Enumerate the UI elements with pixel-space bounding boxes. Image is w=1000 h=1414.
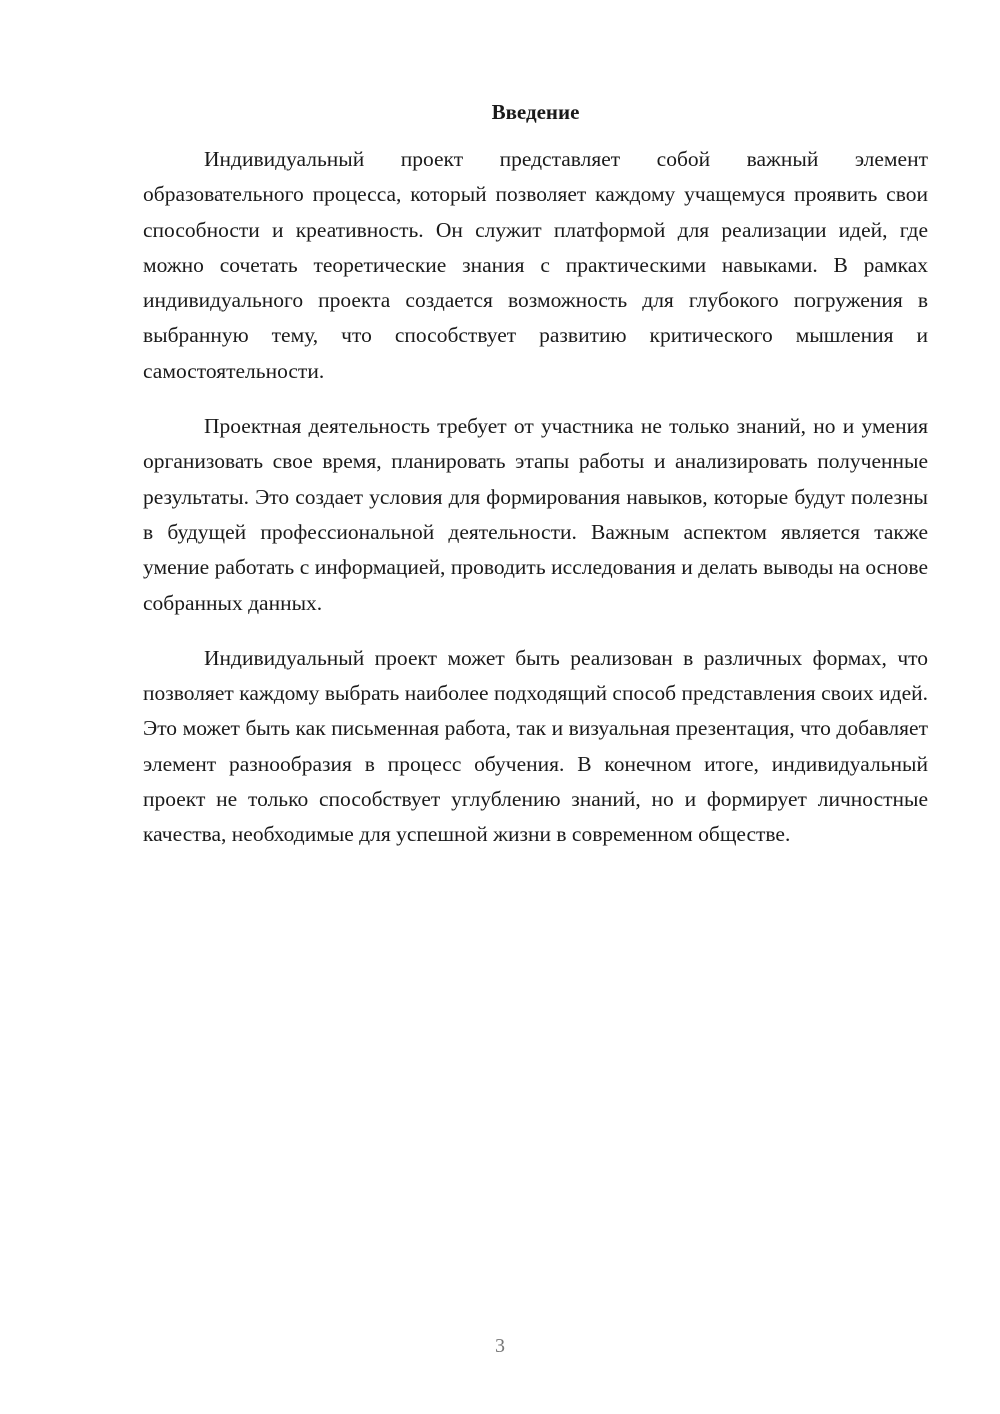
paragraph-1: Индивидуальный проект представляет собой важный элемент образовательного процесса, который позволяет каждому учащемуся проявить свои способности и креативность. Он служит платформой для реализации идей, где можно сочетать теоретические знания с практическими навыками. В рамках индивидуального проекта создается возможность для глубокого погружения в выбранную тему, что способствует развитию критического мышления и самостоятельности. — [143, 147, 928, 383]
page-title: Введение — [491, 100, 580, 124]
paragraph-2: Проектная деятельность требует от участника не только знаний, но и умения организовать свое время, планировать этапы работы и анализировать полученные результаты. Это создает условия для формирования навыков, которые будут полезны в будущей профессиональной деятельности. Важным аспектом является также умение работать с информацией, проводить исследования и делать выводы на основе собранных данных. — [143, 414, 928, 615]
body-text — [143, 142, 928, 873]
paragraph-3: Индивидуальный проект может быть реализован в различных формах, что позволяет каждому выбрать наиболее подходящий способ представления своих идей. Это может быть как письменная работа, так и визуальная презентация, что добавляет элемент разнообразия в процесс обучения. В конечном итоге, индивидуальный проект не только способствует углублению знаний, но и формирует личностные качества, необходимые для успешной жизни в современном обществе. — [143, 645, 928, 847]
page-number: 3 — [495, 1335, 505, 1357]
